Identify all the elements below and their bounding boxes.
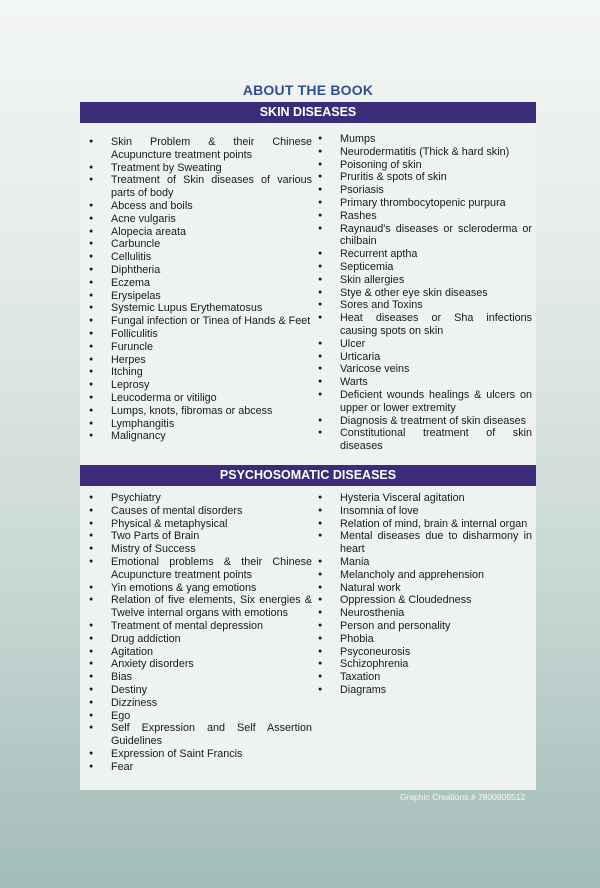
- list-item: ● Leprosy: [81, 379, 312, 392]
- list-item: ● Anxiety disorders: [81, 658, 312, 671]
- list-item: ● Poisoning of skin: [310, 159, 532, 172]
- list-item: ● Acne vulgaris: [81, 213, 312, 226]
- list-item: ● Two Parts of Brain: [81, 530, 312, 543]
- list-item: ● Taxation: [310, 671, 532, 684]
- list-item: ● Bias: [81, 671, 312, 684]
- list-item: ● Constitutional treatment of skin diseases: [310, 427, 532, 453]
- list-item: ● Systemic Lupus Erythematosus: [81, 302, 312, 315]
- list-item: ● Erysipelas: [81, 290, 312, 303]
- list-item: ● Itching: [81, 366, 312, 379]
- list-item: ● Furuncle: [81, 341, 312, 354]
- list-item: ● Mistry of Success: [81, 543, 312, 556]
- list-item: ● Carbuncle: [81, 238, 312, 251]
- list-item: ● Deficient wounds healings & ulcers on upper or lower extremity: [310, 389, 532, 415]
- list-item: ● Emotional problems & their Chinese Acupuncture treatment points: [81, 556, 312, 582]
- list-item: ● Ego: [81, 710, 312, 723]
- skin-diseases-heading: SKIN DISEASES: [80, 102, 536, 123]
- list-item: ● Ulcer: [310, 338, 532, 351]
- list-item: ● Relation of five elements, Six energies & Twelve internal organs with emotions: [81, 594, 312, 620]
- list-item: ● Person and personality: [310, 620, 532, 633]
- list-item: ● Hysteria Visceral agitation: [310, 492, 532, 505]
- list-item: ● Lymphangitis: [81, 418, 312, 431]
- list-item: ● Alopecia areata: [81, 226, 312, 239]
- list-item: ● Psychiatry: [81, 492, 312, 505]
- list-item: ● Diphtheria: [81, 264, 312, 277]
- list-item: ● Mania: [310, 556, 532, 569]
- psychosomatic-list-left: [81, 492, 312, 774]
- list-item: ● Oppression & Cloudedness: [310, 594, 532, 607]
- list-item: ● Yin emotions & yang emotions: [81, 582, 312, 595]
- list-item: ● Malignancy: [81, 430, 312, 443]
- list-item: ● Causes of mental disorders: [81, 505, 312, 518]
- list-item: ● Treatment by Sweating: [81, 162, 312, 175]
- list-item: ● Diagrams: [310, 684, 532, 697]
- list-item: ● Melancholy and apprehension: [310, 569, 532, 582]
- list-item: ● Psyconeurosis: [310, 646, 532, 659]
- list-item: ● Heat diseases or Sha infections causing spots on skin: [310, 312, 532, 338]
- list-item: ● Folliculitis: [81, 328, 312, 341]
- list-item: ● Pruritis & spots of skin: [310, 171, 532, 184]
- list-item: ● Warts: [310, 376, 532, 389]
- list-item: ● Sores and Toxins: [310, 299, 532, 312]
- list-item: ● Schizophrenia: [310, 658, 532, 671]
- list-item: ● Recurrent aptha: [310, 248, 532, 261]
- skin-diseases-list-left: [81, 136, 312, 443]
- list-item: ● Treatment of Skin diseases of various parts of body: [81, 174, 312, 200]
- list-item: ● Mental diseases due to disharmony in heart: [310, 530, 532, 556]
- list-item: ● Agitation: [81, 646, 312, 659]
- list-item: ● Varicose veins: [310, 363, 532, 376]
- list-item: ● Urticaria: [310, 351, 532, 364]
- list-item: ● Rashes: [310, 210, 532, 223]
- list-item: ● Leucoderma or vitiligo: [81, 392, 312, 405]
- list-item: ● Abcess and boils: [81, 200, 312, 213]
- book-info-panel: [80, 80, 536, 790]
- list-item: ● Septicemia: [310, 261, 532, 274]
- list-item: ● Destiny: [81, 684, 312, 697]
- list-item: ● Skin Problem & their Chinese Acupuncture treatment points: [81, 136, 312, 162]
- list-item: ● Herpes: [81, 354, 312, 367]
- list-item: ● Cellulitis: [81, 251, 312, 264]
- list-item: ● Lumps, knots, fibromas or abcess: [81, 405, 312, 418]
- list-item: ● Dizziness: [81, 697, 312, 710]
- list-item: ● Treatment of mental depression: [81, 620, 312, 633]
- list-item: ● Self Expression and Self Assertion Guidelines: [81, 722, 312, 748]
- list-item: ● Relation of mind, brain & internal organ: [310, 518, 532, 531]
- skin-diseases-list-right: [310, 133, 532, 453]
- list-item: ● Drug addiction: [81, 633, 312, 646]
- list-item: ● Raynaud's diseases or scleroderma or chilbain: [310, 223, 532, 249]
- list-item: ● Psoriasis: [310, 184, 532, 197]
- list-item: ● Natural work: [310, 582, 532, 595]
- list-item: ● Neurodermatitis (Thick & hard skin): [310, 146, 532, 159]
- list-item: ● Fungal infection or Tinea of Hands & Feet: [81, 315, 312, 328]
- list-item: ● Neurosthenia: [310, 607, 532, 620]
- psychosomatic-list-right: [310, 492, 532, 697]
- list-item: ● Eczema: [81, 277, 312, 290]
- psychosomatic-diseases-heading: PSYCHOSOMATIC DISEASES: [80, 465, 536, 486]
- list-item: ● Skin allergies: [310, 274, 532, 287]
- list-item: ● Stye & other eye skin diseases: [310, 287, 532, 300]
- list-item: ● Diagnosis & treatment of skin diseases: [310, 415, 532, 428]
- list-item: ● Phobia: [310, 633, 532, 646]
- list-item: ● Insomnia of love: [310, 505, 532, 518]
- list-item: ● Primary thrombocytopenic purpura: [310, 197, 532, 210]
- list-item: ● Physical & metaphysical: [81, 518, 312, 531]
- list-item: ● Mumps: [310, 133, 532, 146]
- list-item: ● Fear: [81, 761, 312, 774]
- footer-credit: Graphic Creations # 7800905512: [400, 792, 526, 802]
- list-item: ● Expression of Saint Francis: [81, 748, 312, 761]
- page-title: ABOUT THE BOOK: [242, 82, 374, 98]
